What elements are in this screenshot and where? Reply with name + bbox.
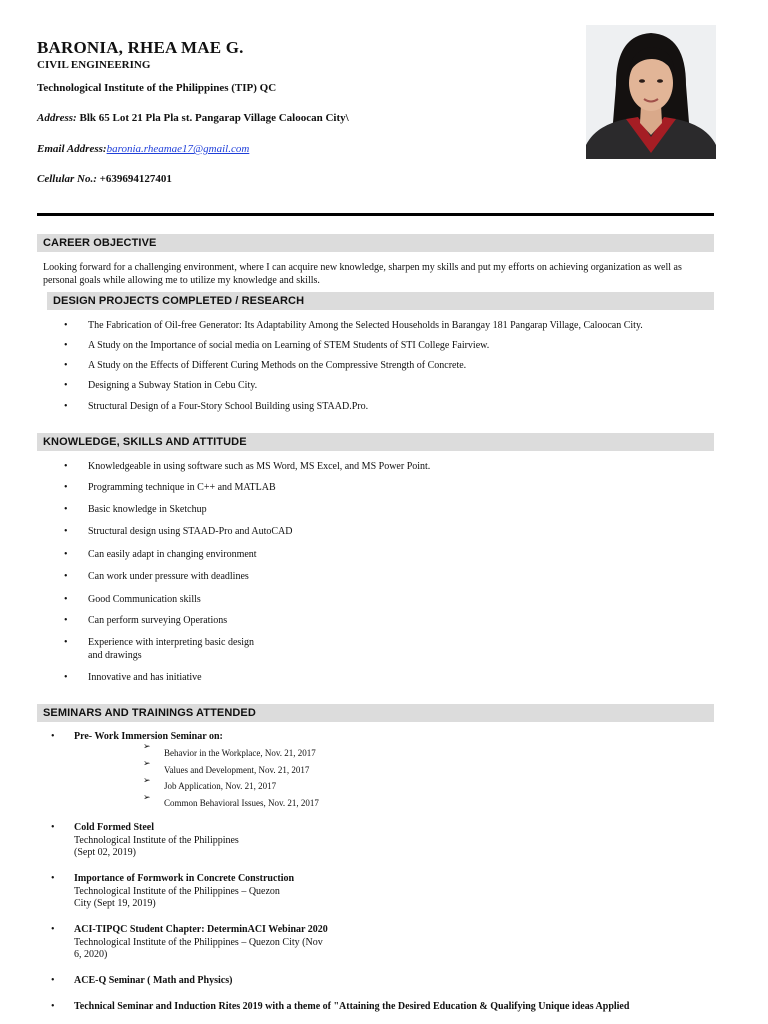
bullet-icon: • <box>51 873 55 884</box>
skill-text: Experience with interpreting basic design <box>88 637 255 648</box>
skill-item <box>64 526 688 539</box>
bullet-icon: • <box>64 549 68 560</box>
skill-text: Knowledgeable in using software such as MS Word, MS Excel, and MS Power Point. <box>88 461 431 472</box>
bullet-icon: • <box>64 401 68 412</box>
portrait-image <box>586 25 716 159</box>
cell-line <box>37 173 172 185</box>
skill-text: Structural design using STAAD-Pro and AutoCAD <box>88 526 293 537</box>
skill-item <box>64 571 688 584</box>
project-item <box>64 340 708 353</box>
bullet-icon: • <box>64 594 68 605</box>
skill-text: Innovative and has initiative <box>88 672 202 683</box>
bullet-icon: • <box>51 924 55 935</box>
seminar-title: Importance of Formwork in Concrete Construction <box>74 873 295 884</box>
email-line <box>37 143 249 155</box>
seminar-item <box>51 975 714 988</box>
skill-item <box>64 615 688 628</box>
bullet-icon: • <box>64 320 68 331</box>
school-name: Technological Institute of the Philippines (TIP) QC <box>37 82 277 94</box>
cell-label: Cellular No.: <box>37 173 97 185</box>
skill-text: Basic knowledge in Sketchup <box>88 504 207 515</box>
bullet-icon: • <box>51 975 55 986</box>
seminar-item <box>51 924 714 962</box>
project-item <box>64 320 708 333</box>
seminar-detail: (Sept 02, 2019) <box>74 847 136 858</box>
section-career-objective: CAREER OBJECTIVE <box>37 234 714 252</box>
skill-item <box>64 637 308 662</box>
bullet-icon: • <box>64 482 68 493</box>
seminar-item <box>51 1001 754 1014</box>
applicant-name: BARONIA, RHEA MAE G. <box>37 38 244 57</box>
project-text: Structural Design of a Four-Story School Building using STAAD.Pro. <box>88 401 369 412</box>
skill-item <box>64 461 688 474</box>
bullet-icon: • <box>64 526 68 537</box>
seminar-item <box>51 822 714 860</box>
arrow-bullet-icon: ➢ <box>143 775 151 785</box>
seminar-title: Pre- Work Immersion Seminar on: <box>74 731 223 742</box>
bullet-icon: • <box>64 615 68 626</box>
project-text: A Study on the Effects of Different Curing Methods on the Compressive Strength of Concrete. <box>88 360 467 371</box>
section-skills: KNOWLEDGE, SKILLS AND ATTITUDE <box>37 433 714 451</box>
project-text: Designing a Subway Station in Cebu City. <box>88 380 258 391</box>
skill-text: Good Communication skills <box>88 594 201 605</box>
seminar-subitem: Common Behavioral Issues, Nov. 21, 2017 <box>164 798 319 808</box>
arrow-bullet-icon: ➢ <box>143 741 151 751</box>
header-divider <box>37 213 714 216</box>
seminar-item <box>51 731 714 744</box>
skill-text: Programming technique in C++ and MATLAB <box>88 482 276 493</box>
section-design-projects: DESIGN PROJECTS COMPLETED / RESEARCH <box>47 292 714 310</box>
project-item <box>64 360 708 373</box>
bullet-icon: • <box>64 340 68 351</box>
seminar-subitem: Behavior in the Workplace, Nov. 21, 2017 <box>164 748 316 758</box>
skill-text-continued: and drawings <box>88 649 142 661</box>
seminar-detail: Technological Institute of the Philippines <box>74 834 239 846</box>
seminar-title: ACI-TIPQC Student Chapter: DeterminACI Webinar 2020 <box>74 924 328 935</box>
address-value: Blk 65 Lot 21 Pla Pla st. Pangarap Village Caloocan City\ <box>76 112 349 124</box>
seminar-detail: City (Sept 19, 2019) <box>74 898 156 909</box>
bullet-icon: • <box>64 672 68 683</box>
bullet-icon: • <box>64 504 68 515</box>
objective-text: Looking forward for a challenging environment, where I can acquire new knowledge, sharpen my skills and put my efforts on achieving organization as well as personal goals while allowing me to utilize my knowledge and skills. <box>43 262 682 286</box>
address-label: Address: <box>37 112 77 124</box>
arrow-bullet-icon: ➢ <box>143 758 151 768</box>
skill-item <box>64 549 688 562</box>
section-seminars: SEMINARS AND TRAININGS ATTENDED <box>37 704 714 722</box>
arrow-bullet-icon: ➢ <box>143 792 151 802</box>
project-item <box>64 380 708 393</box>
bullet-icon: • <box>64 571 68 582</box>
email-link[interactable]: baronia.rheamae17@gmail.com <box>106 143 250 155</box>
cell-value: +639694127401 <box>96 173 172 185</box>
skill-text: Can easily adapt in changing environment <box>88 549 257 560</box>
department: CIVIL ENGINEERING <box>37 59 151 71</box>
address-line <box>37 112 349 124</box>
seminar-title: Cold Formed Steel <box>74 822 154 833</box>
seminar-subitem: Values and Development, Nov. 21, 2017 <box>164 765 310 775</box>
seminar-subitem: Job Application, Nov. 21, 2017 <box>164 781 277 791</box>
seminar-detail: 6, 2020) <box>74 949 108 960</box>
bullet-icon: • <box>64 637 68 648</box>
seminar-detail: Technological Institute of the Philippines – Quezon <box>74 885 280 897</box>
bullet-icon: • <box>64 360 68 371</box>
bullet-icon: • <box>64 461 68 472</box>
bullet-icon: • <box>51 822 55 833</box>
seminar-item <box>51 873 714 911</box>
skill-item <box>64 594 688 607</box>
project-item <box>64 401 708 414</box>
bullet-icon: • <box>64 380 68 391</box>
project-text: The Fabrication of Oil-free Generator: Its Adaptability Among the Selected Households in Barangay 181 Pangarap Village, Caloocan City. <box>88 320 643 331</box>
skill-item <box>64 504 688 517</box>
skill-text: Can perform surveying Operations <box>88 615 228 626</box>
skill-item <box>64 672 688 685</box>
profile-photo <box>586 25 716 159</box>
bullet-icon: • <box>51 1001 55 1012</box>
seminar-title: Technical Seminar and Induction Rites 2019 with a theme of "Attaining the Desired Education & Qualifying Unique ideas Applied <box>74 1001 630 1012</box>
seminar-detail: Technological Institute of the Philippines – Quezon City (Nov <box>74 936 323 948</box>
skill-text: Can work under pressure with deadlines <box>88 571 249 582</box>
seminar-title: ACE-Q Seminar ( Math and Physics) <box>74 975 233 986</box>
email-label: Email Address: <box>37 143 107 155</box>
project-text: A Study on the Importance of social media on Learning of STEM Students of STI College Fairview. <box>88 340 490 351</box>
bullet-icon: • <box>51 731 55 742</box>
skill-item <box>64 482 688 495</box>
